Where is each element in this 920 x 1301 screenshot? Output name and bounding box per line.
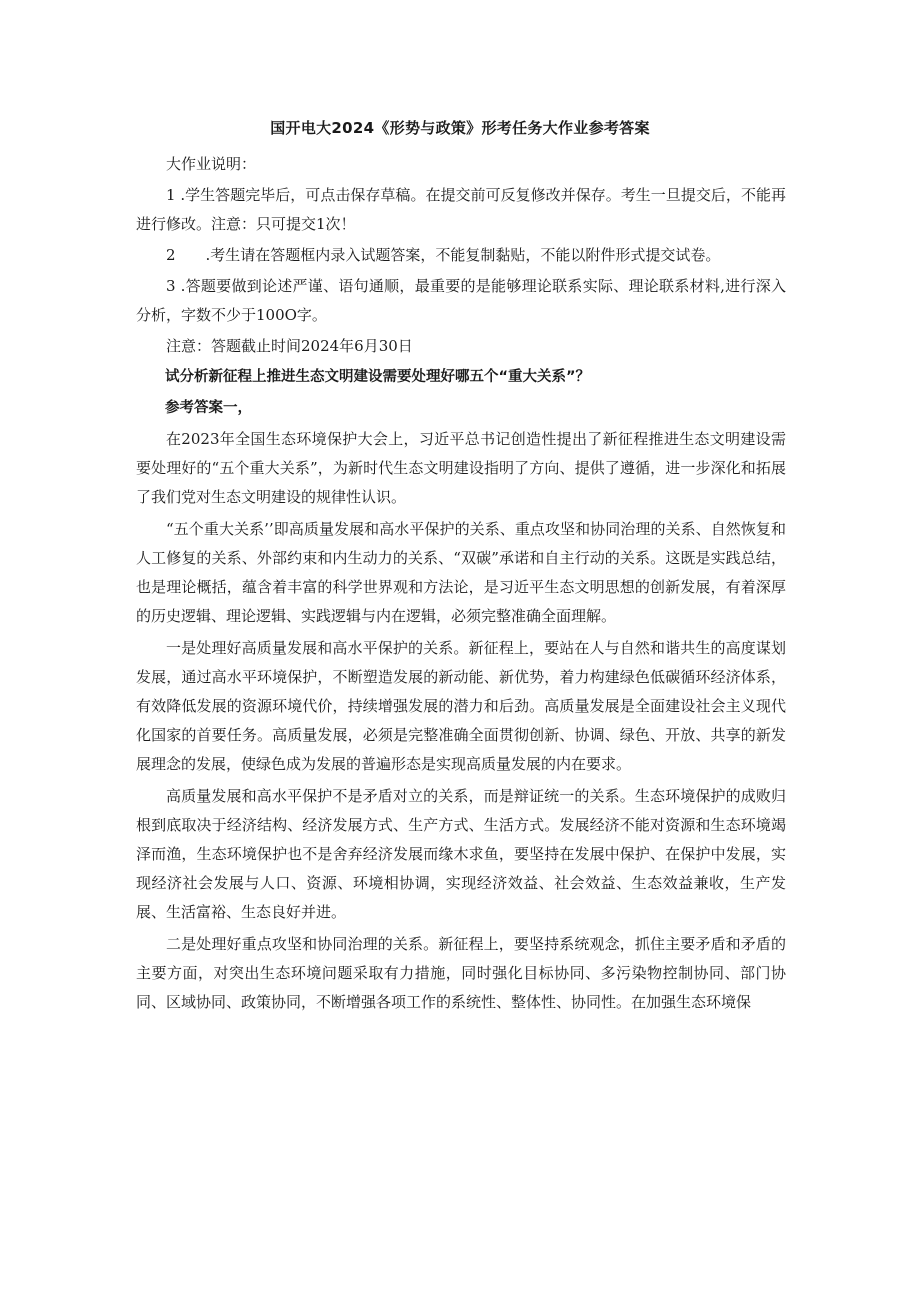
answer-paragraph: 高质量发展和高水平保护不是矛盾对立的关系，而是辩证统一的关系。生态环境保护的成败归根到底取决于经济结构、经济发展方式、生产方式、生活方式。发展经济不能对资源和生态环境竭泽而渔，生态环境保护也不是舍弃经济发展而缘木求鱼，要坚持在发展中保护、在保护中发展，实现经济社会发展与人口、资源、环境相协调，实现经济效益、社会效益、生态效益兼收，生产发展、生活富裕、生态良好并进。	[136, 787, 786, 921]
document-title: 国开电大2024《形势与政策》形考任务大作业参考答案	[270, 119, 650, 137]
answer-paragraph: 在2023年全国生态环境保护大会上，习近平总书记创造性提出了新征程推进生态文明建设需要处理好的“五个重大关系”，为新时代生态文明建设指明了方向、提供了遵循，进一步深化和拓展了我们党对生态文明建设的规律性认识。	[136, 430, 786, 506]
instruction-item-1: 1 .学生答题完毕后，可点击保存草稿。在提交前可反复修改并保存。考生一旦提交后，不能再进行修改。注意：只可提交1次！	[136, 186, 786, 233]
instruction-item-2: 2 .考生请在答题框内录入试题答案，不能复制黏贴，不能以附件形式提交试卷。	[166, 246, 721, 264]
instructions-heading: 大作业说明：	[166, 155, 257, 173]
answer-paragraph: “五个重大关系’’即高质量发展和高水平保护的关系、重点攻坚和协同治理的关系、自然恢复和人工修复的关系、外部约束和内生动力的关系、“双碳”承诺和自主行动的关系。这既是实践总结，也是理论概括，蕴含着丰富的科学世界观和方法论，是习近平生态文明思想的创新发展，有着深厚的历史逻辑、理论逻辑、实践逻辑与内在逻辑，必须完整准确全面理解。	[136, 520, 786, 625]
answer-heading: 参考答案一，	[165, 400, 252, 416]
instruction-item-3: 3 .答题要做到论述严谨、语句通顺，最重要的是能够理论联系实际、理论联系材料,进行深入分析，字数不少于100O字。	[136, 277, 786, 324]
deadline-note: 注意：答题截止时间2024年6月30日	[166, 337, 413, 355]
question-text: 试分析新征程上推进生态文明建设需要处理好哪五个“重大关系”？	[165, 369, 591, 385]
answer-paragraph: 一是处理好高质量发展和高水平保护的关系。新征程上，要站在人与自然和谐共生的高度谋划发展，通过高水平环境保护，不断塑造发展的新动能、新优势，着力构建绿色低碳循环经济体系，有效降低发展的资源环境代价，持续增强发展的潜力和后劲。高质量发展是全面建设社会主义现代化国家的首要任务。高质量发展，必须是完整准确全面贯彻创新、协调、绿色、开放、共享的新发展理念的发展，使绿色成为发展的普遍形态是实现高质量发展的内在要求。	[136, 639, 786, 773]
document-body	[136, 150, 786, 1020]
answer-paragraph: 二是处理好重点攻坚和协同治理的关系。新征程上，要坚持系统观念，抓住主要矛盾和矛盾的主要方面，对突出生态环境问题采取有力措施，同时强化目标协同、多污染物控制协同、部门协同、区域协同、政策协同，不断增强各项工作的系统性、整体性、协同性。在加强生态环境保	[136, 935, 786, 1011]
